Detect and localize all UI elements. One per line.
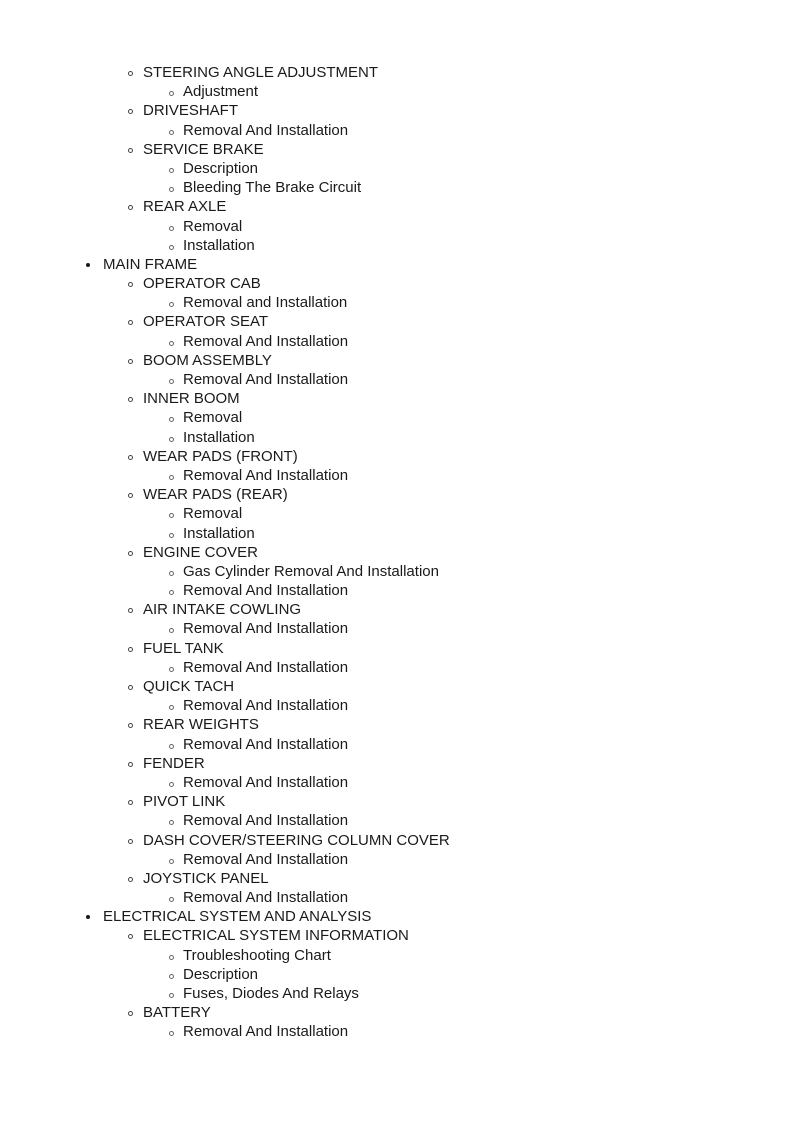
subsection-item (0, 869, 794, 888)
circle-bullet-icon (169, 91, 174, 96)
topic-item (0, 370, 794, 389)
circle-bullet-icon (128, 1011, 133, 1016)
circle-bullet-icon (128, 359, 133, 364)
item-label: Removal (183, 217, 243, 235)
circle-bullet-icon (169, 168, 174, 173)
item-label: MAIN FRAME (103, 255, 198, 273)
item-label: REAR AXLE (143, 198, 227, 216)
item-label: Installation (183, 236, 255, 254)
item-label: REAR WEIGHTS (143, 716, 259, 734)
subsection-item (0, 926, 794, 945)
item-label: ELECTRICAL SYSTEM AND ANALYSIS (103, 908, 372, 926)
circle-bullet-icon (128, 282, 133, 287)
item-label: BOOM ASSEMBLY (143, 351, 272, 369)
topic-item (0, 696, 794, 715)
topic-item (0, 581, 794, 600)
circle-bullet-icon (169, 245, 174, 250)
circle-bullet-icon (169, 417, 174, 422)
item-label: AIR INTAKE COWLING (143, 601, 302, 619)
item-label: JOYSTICK PANEL (143, 869, 269, 887)
item-label: Gas Cylinder Removal And Installation (183, 562, 439, 580)
item-label: Removal And Installation (183, 812, 349, 830)
disc-bullet-icon (86, 263, 90, 267)
topic-item (0, 946, 794, 965)
section-heading (0, 255, 794, 274)
topic-item (0, 658, 794, 677)
item-label: Removal And Installation (183, 620, 349, 638)
subsection-item (0, 543, 794, 562)
subsection-item (0, 447, 794, 466)
item-label: WEAR PADS (FRONT) (143, 447, 298, 465)
circle-bullet-icon (128, 800, 133, 805)
circle-bullet-icon (128, 397, 133, 402)
circle-bullet-icon (169, 974, 174, 979)
item-label: QUICK TACH (143, 678, 235, 695)
item-label: DRIVESHAFT (143, 102, 239, 120)
circle-bullet-icon (169, 226, 174, 231)
item-label: Removal And Installation (183, 466, 349, 484)
subsection-item (0, 792, 794, 811)
subsection-item (0, 274, 794, 293)
subsection-item (0, 639, 794, 658)
circle-bullet-icon (128, 205, 133, 210)
circle-bullet-icon (128, 455, 133, 460)
circle-bullet-icon (128, 551, 133, 556)
topic-item (0, 293, 794, 312)
item-label: FENDER (143, 754, 205, 772)
topic-item (0, 984, 794, 1003)
circle-bullet-icon (169, 437, 174, 442)
subsection-item (0, 197, 794, 216)
topic-item (0, 773, 794, 792)
topic-item (0, 332, 794, 351)
disc-bullet-icon (86, 915, 90, 919)
item-label: Removal And Installation (183, 850, 349, 868)
subsection-item (0, 831, 794, 850)
item-label: SERVICE BRAKE (143, 140, 264, 158)
item-label: Fuses, Diodes And Relays (183, 985, 359, 1002)
circle-bullet-icon (128, 685, 133, 690)
circle-bullet-icon (128, 493, 133, 498)
item-label: Description (183, 965, 259, 983)
topic-item (0, 619, 794, 638)
item-label: Removal And Installation (183, 889, 349, 907)
circle-bullet-icon (128, 608, 133, 613)
item-label: Removal And Installation (183, 697, 349, 715)
section-heading (0, 907, 794, 926)
subsection-item (0, 101, 794, 120)
item-label: BATTERY (143, 1004, 211, 1022)
circle-bullet-icon (169, 955, 174, 960)
topic-item (0, 735, 794, 754)
circle-bullet-icon (169, 302, 174, 307)
circle-bullet-icon (169, 820, 174, 825)
circle-bullet-icon (169, 628, 174, 633)
circle-bullet-icon (128, 934, 133, 939)
item-label: Removal And Installation (183, 735, 349, 753)
topic-item (0, 1022, 794, 1041)
topic-item (0, 562, 794, 581)
circle-bullet-icon (169, 341, 174, 346)
topic-item (0, 121, 794, 140)
topic-item (0, 811, 794, 830)
circle-bullet-icon (169, 897, 174, 902)
circle-bullet-icon (169, 513, 174, 518)
topic-item (0, 524, 794, 543)
item-label: Removal And Installation (183, 332, 349, 350)
subsection-item (0, 389, 794, 408)
circle-bullet-icon (128, 839, 133, 844)
item-label: Removal And Installation (183, 1023, 349, 1041)
item-label: INNER BOOM (143, 390, 240, 408)
subsection-item (0, 715, 794, 734)
item-label: Removal And Installation (183, 121, 349, 139)
topic-item (0, 504, 794, 523)
circle-bullet-icon (128, 71, 133, 76)
item-label: OPERATOR SEAT (143, 313, 269, 331)
circle-bullet-icon (169, 187, 174, 192)
circle-bullet-icon (128, 647, 133, 652)
circle-bullet-icon (169, 379, 174, 384)
item-label: Removal And Installation (183, 773, 349, 791)
item-label: Removal and Installation (183, 294, 348, 312)
circle-bullet-icon (169, 1031, 174, 1036)
circle-bullet-icon (169, 590, 174, 595)
topic-item (0, 466, 794, 485)
topic-item (0, 850, 794, 869)
topic-item (0, 159, 794, 178)
subsection-item (0, 600, 794, 619)
item-label: Installation (183, 428, 255, 446)
item-label: ENGINE COVER (143, 543, 259, 561)
circle-bullet-icon (128, 877, 133, 882)
item-label: Troubleshooting Chart (183, 946, 331, 964)
subsection-item (0, 312, 794, 331)
subsection-item (0, 754, 794, 773)
topic-item (0, 408, 794, 427)
subsection-item (0, 677, 794, 696)
topic-item (0, 178, 794, 197)
item-label: Removal And Installation (183, 371, 349, 388)
topic-item (0, 236, 794, 255)
topic-item (0, 965, 794, 984)
circle-bullet-icon (169, 705, 174, 710)
circle-bullet-icon (169, 571, 174, 576)
circle-bullet-icon (169, 859, 174, 864)
topic-item (0, 428, 794, 447)
item-label: WEAR PADS (REAR) (143, 486, 288, 504)
item-label: Adjustment (183, 83, 259, 101)
table-of-contents (0, 63, 794, 1042)
circle-bullet-icon (128, 320, 133, 325)
subsection-item (0, 63, 794, 82)
circle-bullet-icon (169, 130, 174, 135)
circle-bullet-icon (128, 109, 133, 114)
subsection-item (0, 351, 794, 370)
item-label: Removal (183, 505, 243, 523)
subsection-item (0, 485, 794, 504)
item-label: DASH COVER/STEERING COLUMN COVER (143, 831, 450, 849)
circle-bullet-icon (169, 475, 174, 480)
item-label: Removal And Installation (183, 582, 349, 600)
item-label: Bleeding The Brake Circuit (183, 179, 362, 197)
circle-bullet-icon (128, 723, 133, 728)
topic-item (0, 82, 794, 101)
item-label: Description (183, 159, 259, 177)
circle-bullet-icon (128, 762, 133, 767)
item-label: PIVOT LINK (143, 793, 226, 811)
circle-bullet-icon (169, 782, 174, 787)
item-label: ELECTRICAL SYSTEM INFORMATION (143, 927, 409, 945)
item-label: Installation (183, 524, 255, 542)
circle-bullet-icon (169, 533, 174, 538)
item-label: Removal And Installation (183, 658, 349, 676)
item-label: FUEL TANK (143, 639, 224, 657)
circle-bullet-icon (169, 744, 174, 749)
circle-bullet-icon (169, 667, 174, 672)
subsection-item (0, 140, 794, 159)
topic-item (0, 888, 794, 907)
topic-item (0, 217, 794, 236)
circle-bullet-icon (128, 148, 133, 153)
subsection-item (0, 1003, 794, 1022)
circle-bullet-icon (169, 993, 174, 998)
item-label: Removal (183, 409, 243, 427)
item-label: STEERING ANGLE ADJUSTMENT (143, 64, 379, 81)
item-label: OPERATOR CAB (143, 275, 261, 293)
